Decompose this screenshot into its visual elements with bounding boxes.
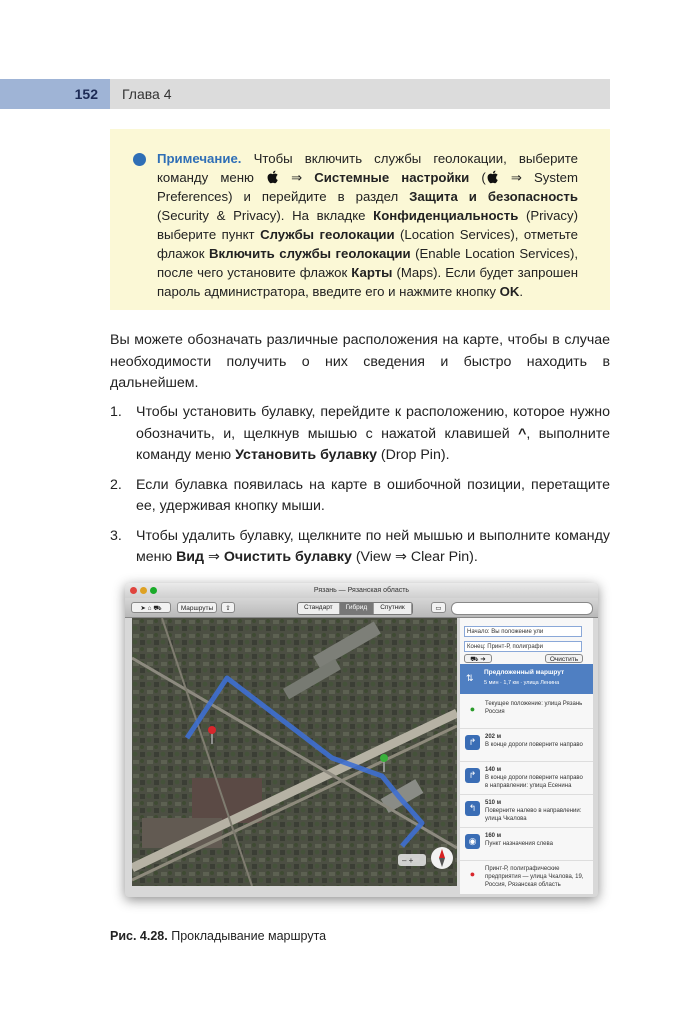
share-icon[interactable]: ⇪	[221, 602, 235, 613]
turn-right-icon: ↱	[465, 768, 480, 783]
body-paragraph: Вы можете обозначать различные расположения на карте, чтобы в случае необходимости получить о них сведения и быстро находить в дальнейшем.	[110, 332, 610, 391]
destination-icon: ◉	[465, 834, 480, 849]
end-pin-icon: ●	[469, 869, 476, 879]
list-item[interactable]: ● Текущее положение: улица Рязань Россия	[460, 695, 593, 729]
tab-satellite[interactable]: Спутник	[374, 603, 412, 614]
chapter-title: Глава 4	[122, 86, 172, 102]
start-pin-icon: ●	[469, 704, 476, 714]
note-box	[110, 129, 610, 310]
list-item: 2. Если булавка появилась на карте в ошибочной позиции, перетащите ее, удерживая кнопку мыши.	[110, 476, 610, 514]
start-field[interactable]: Начало: Вы положение ули	[464, 626, 582, 637]
tab-standard[interactable]: Стандарт	[298, 603, 340, 614]
maps-screenshot	[125, 583, 598, 897]
view-mode-control[interactable]	[297, 602, 413, 615]
figure-caption: Рис. 4.28. Прокладывание маршрута	[110, 929, 327, 943]
turn-right-icon: ↱	[465, 735, 480, 750]
note-bullet-icon	[133, 153, 146, 166]
end-field[interactable]: Конец: Принт-Р, полиграфи	[464, 641, 582, 652]
control-key-icon: ^	[518, 425, 527, 442]
swap-icon: ⇅	[466, 673, 474, 683]
transport-mode-icon[interactable]: ⛟ ➜	[464, 654, 492, 663]
apple-icon	[266, 170, 279, 184]
note-text: Примечание. Чтобы включить службы геолокации, выберите команду меню ⇒ Системные настройки ( ⇒ System Preferences) и перейдите в раздел Защита и безопасность (Security & Privacy). На вкладке Конфиденциальность (Privacy) выберите пункт Службы геолокации (Location Services), отметьте флажок Включить службы геолокации (Enable Location Services), после чего установите флажок Карты (Maps). Если будет запрошен пароль администратора, введите его и нажмите кнопку OK.	[157, 151, 579, 299]
directions-sidebar	[460, 618, 593, 894]
turn-left-icon: ↰	[465, 801, 480, 816]
clear-button[interactable]: Очистить	[545, 654, 583, 663]
list-item[interactable]: ◉ 160 м Пункт назначения слева	[460, 827, 593, 861]
window-title: Рязань — Рязанская область	[313, 587, 410, 594]
svg-text:– +: – +	[402, 856, 414, 865]
bookmarks-icon[interactable]: ▭	[431, 602, 446, 613]
tab-hybrid[interactable]: Гибрид	[340, 603, 375, 614]
toolbar	[125, 598, 598, 618]
search-input[interactable]	[451, 602, 593, 615]
suggested-route[interactable]: ⇅ Предложенный маршрут 5 мин · 1,7 км · улица Ленина	[460, 664, 593, 694]
zoom-icon[interactable]	[150, 587, 157, 594]
satellite-map[interactable]	[132, 618, 457, 886]
list-item[interactable]: ● Принт-Р, полиграфические предприятия — улица Чкалова, 19, Россия, Рязанская область	[460, 860, 593, 893]
routes-button[interactable]: Маршруты	[177, 602, 217, 613]
instruction-list	[110, 402, 610, 577]
list-item[interactable]: ↱ 202 м В конце дороги поверните направо	[460, 728, 593, 762]
apple-icon	[486, 170, 499, 184]
page-number: 152	[0, 79, 110, 109]
list-item[interactable]: ↰ 510 м Поверните налево в направлении: улица Чкалова	[460, 794, 593, 828]
window-titlebar	[125, 583, 598, 598]
page-header	[0, 79, 610, 109]
minimize-icon[interactable]	[140, 587, 147, 594]
close-icon[interactable]	[130, 587, 137, 594]
list-item: 1. Чтобы установить булавку, перейдите к расположению, которое нужно обозначить, и, щелкнув мышью с нажатой клавишей ^, выполните команду меню Установить булавку (Drop Pin).	[110, 404, 610, 463]
transport-buttons[interactable]: ➤ ⌂ ⛟	[131, 602, 171, 613]
list-item: 3. Чтобы удалить булавку, щелкните по ней мышью и выполните команду меню Вид ⇒ Очистить булавку (View ⇒ Clear Pin).	[110, 527, 610, 565]
list-item[interactable]: ↱ 140 м В конце дороги поверните направо в направлении: улица Есенина	[460, 761, 593, 795]
